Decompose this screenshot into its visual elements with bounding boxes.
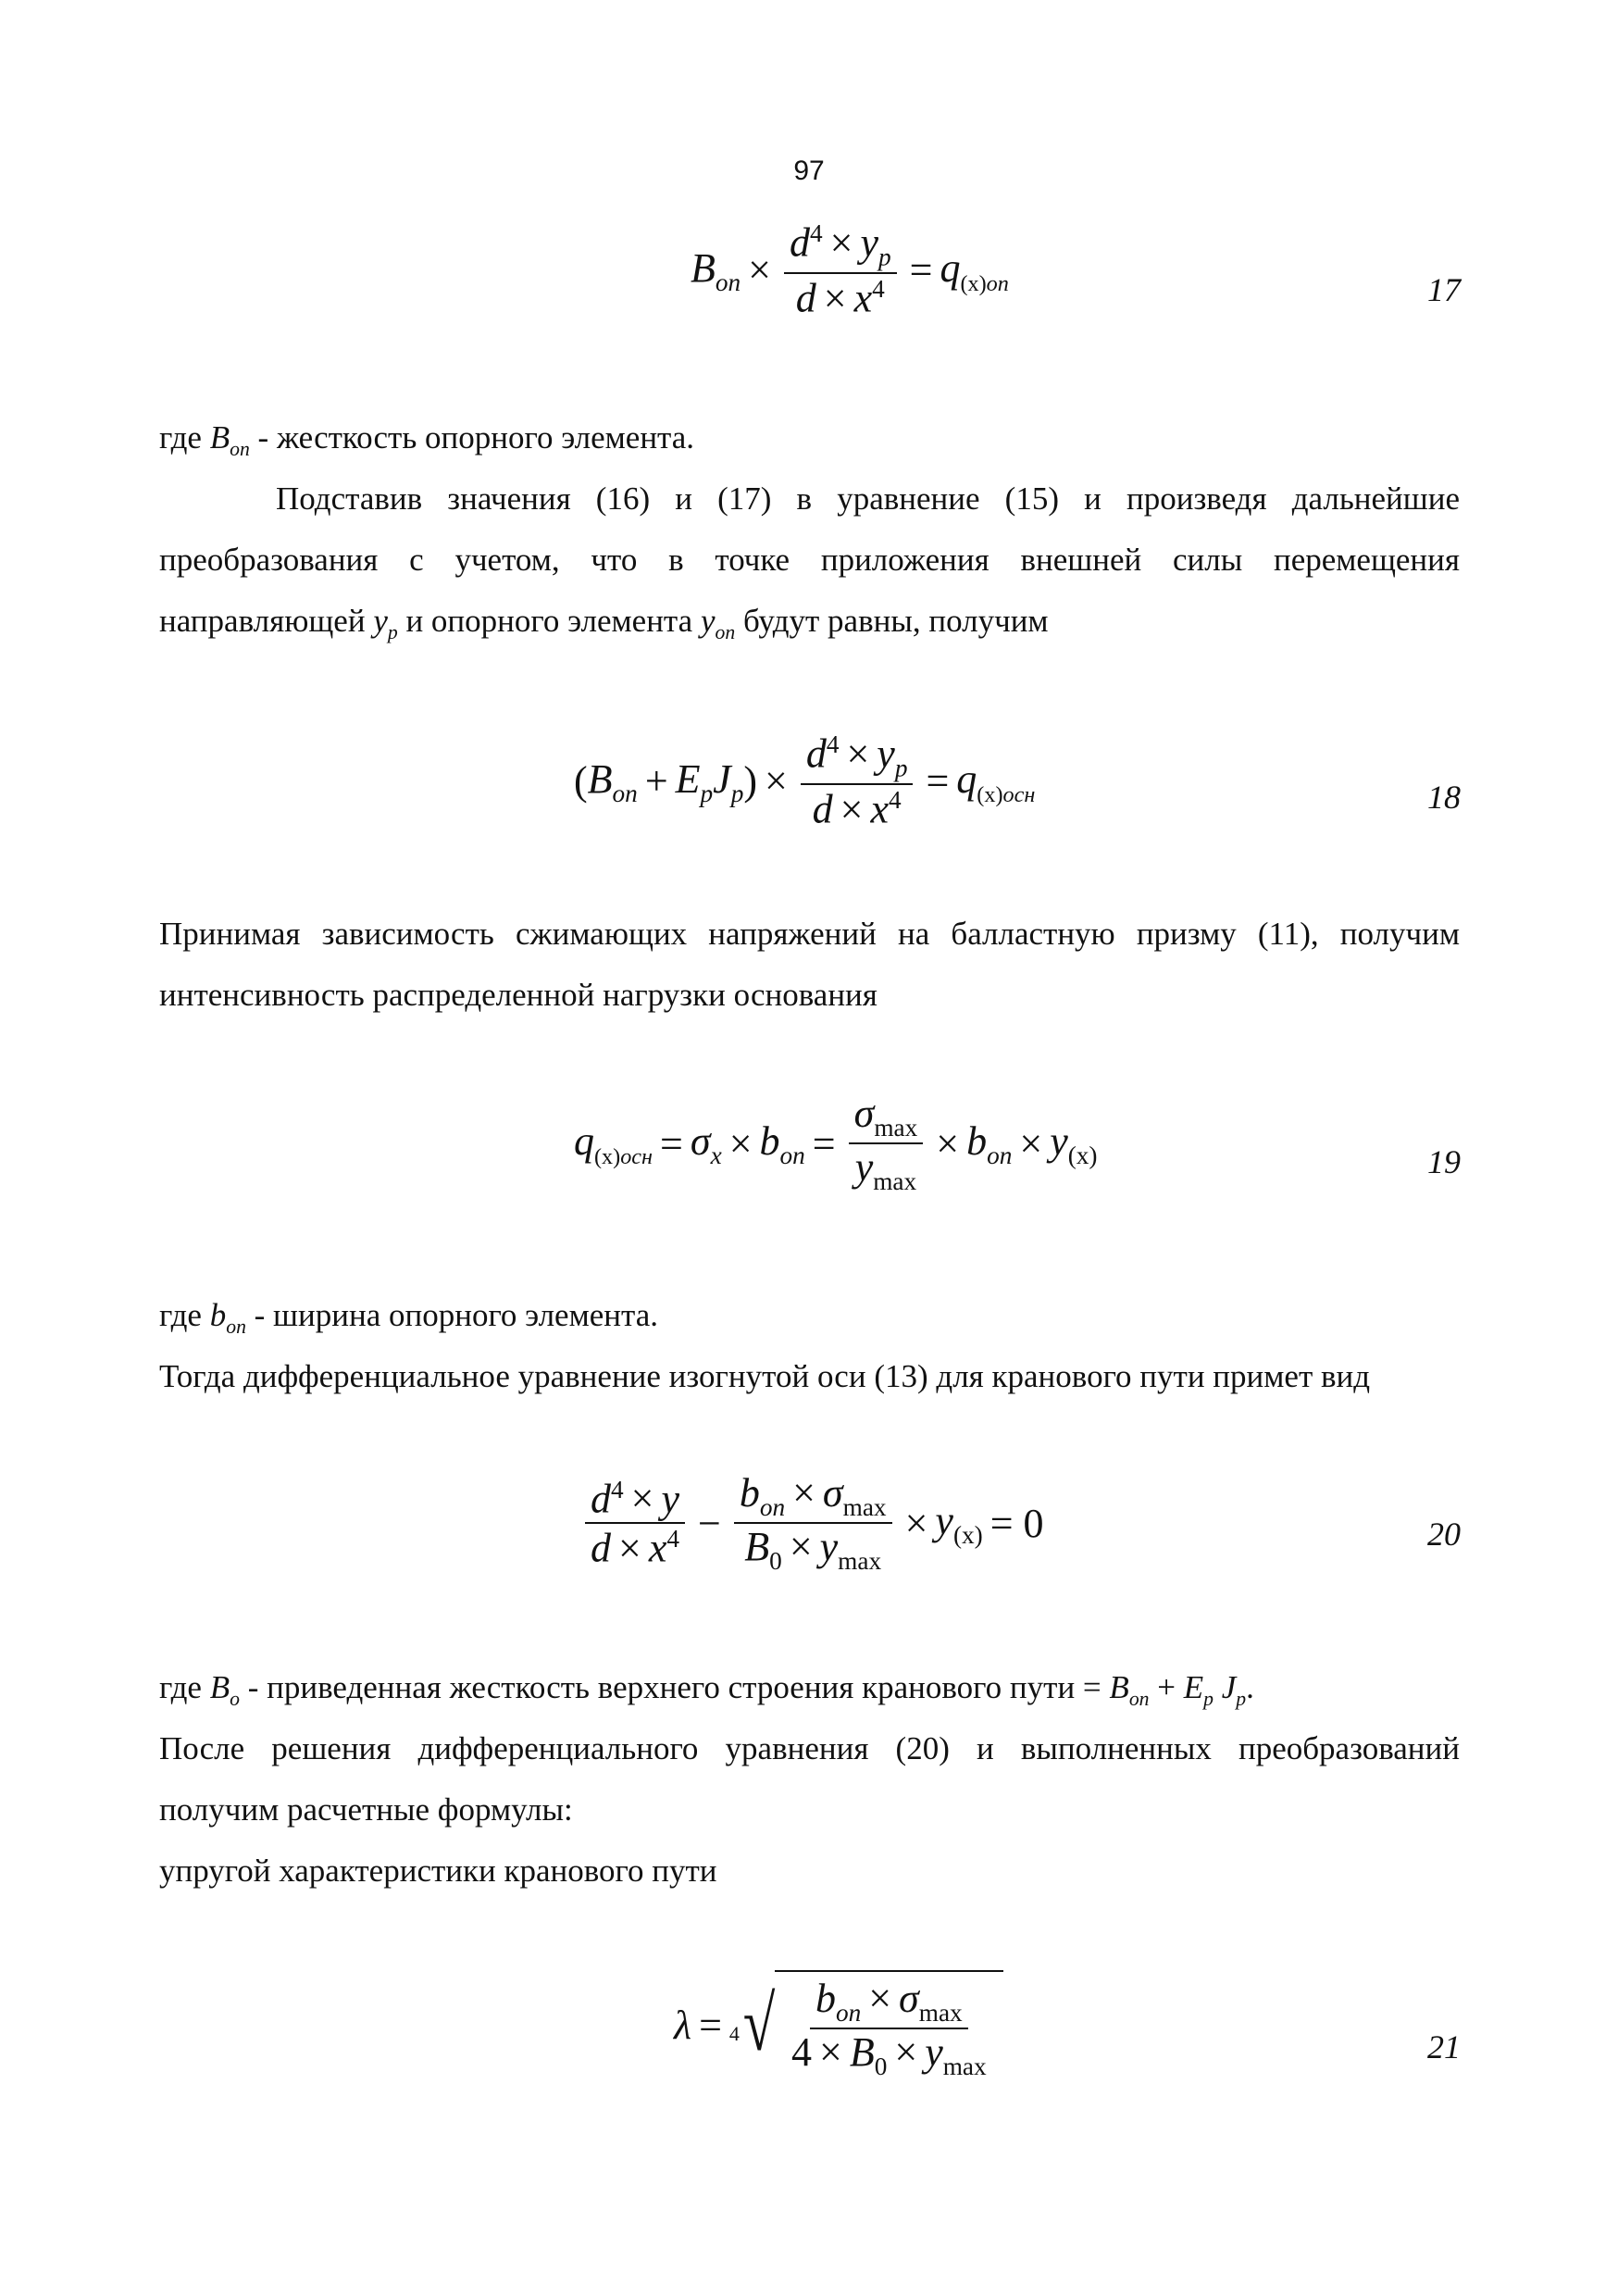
equation-number-17: 17 [1427, 271, 1461, 308]
paragraph-where-bon: где $B_{оп}$ - жесткость опорного элемента. [159, 419, 695, 460]
equation-number-20: 20 [1427, 1516, 1461, 1553]
equation-number-19: 19 [1427, 1143, 1461, 1180]
equation-17: $B_{оп}$ × $\frac{d^4 \times y_p}{d \times x^4}$ = $q_{(x)оп}$ [691, 219, 1009, 321]
paragraph-compressive-stress: Принимая зависимость сжимающих напряжений на балластную призму (11), получим [159, 916, 1460, 952]
fourth-root: 4 √ $\frac{b_{оп} \times \sigma_{max}}{4 \times B_0 \times y_{max}}$ [729, 1970, 1003, 2080]
paragraph-elastic-characteristic: упругой характеристики кранового пути [159, 1853, 717, 1889]
equation-number-21: 21 [1427, 2028, 1461, 2065]
eq21-fraction: $\frac{b_{оп} \times \sigma_{max}}{4 \times B_0 \times y_{max}}$ [791, 1976, 987, 2081]
paragraph-where-bo: где $B_о$ - приведенная жесткость верхнего строения кранового пути = $B_{оп} + E_p$ $J_p$. [159, 1669, 1254, 1710]
paragraph-displacements: направляющей $y_p$ и опорного элемента $y_{оп}$ будут равны, получим [159, 603, 1049, 643]
equation-number-18: 18 [1427, 779, 1461, 816]
eq20-fraction-right: $\frac{b_{оп} \times \sigma_{max}}{B_0 \times y_{max}}$ [734, 1472, 892, 1575]
equation-18: ( $B_{оп}$ + $E_pJ_p$ ) × $\frac{d^4 \times y_p}{d \times x^4}$ = $q_{(x)осн}$ [574, 730, 1036, 832]
equation-19: $q_{(x)осн}$ = $\sigma_x$ × $b_{оп}$ = $\frac{\sigma_{max}}{y_{max}}$ × $b_{оп}$ × $y_{(x)}$ [574, 1091, 1098, 1196]
paragraph-intensity: интенсивность распределенной нагрузки основания [159, 977, 877, 1013]
equation-21: λ = 4 √ $\frac{b_{оп} \times \sigma_{max}}{4 \times B_0 \times y_{max}}$ [674, 1970, 1003, 2080]
paragraph-transformations: преобразования с учетом, что в точке приложения внешней силы перемещения [159, 542, 1460, 578]
eq18-fraction: $\frac{d^4 \times y_p}{d \times x^4}$ [801, 731, 914, 831]
paragraph-formulas: получим расчетные формулы: [159, 1791, 573, 1828]
paragraph-after-solving: После решения дифференциального уравнения (20) и выполненных преобразований [159, 1730, 1460, 1766]
eq17-lhs: $B_{оп}$ [691, 244, 741, 296]
eq17-rhs: $q_{(x)оп}$ [940, 244, 1009, 296]
equation-20: $\frac{d^4 \times y}{d \times x^4}$ − $\frac{b_{оп} \times \sigma_{max}}{B_0 \times y_{max}}$ × $y_{(x)}$ = 0 [579, 1472, 1052, 1575]
paragraph-where-b-on: где $b_{оп}$ - ширина опорного элемента. [159, 1297, 658, 1338]
eq19-fraction: $\frac{\sigma_{max}}{y_{max}}$ [849, 1092, 924, 1195]
page-number: 97 [793, 156, 825, 186]
eq20-fraction-left: $\frac{d^4 \times y}{d \times x^4}$ [585, 1477, 685, 1571]
eq17-fraction: $\frac{d^4 \times y_p}{d \times x^4}$ [784, 220, 897, 320]
paragraph-substituting: Подставив значения (16) и (17) в уравнение (15) и произведя дальнейшие [276, 480, 1460, 517]
paragraph-differential-equation: Тогда дифференциальное уравнение изогнутой оси (13) для кранового пути примет вид [159, 1358, 1371, 1394]
